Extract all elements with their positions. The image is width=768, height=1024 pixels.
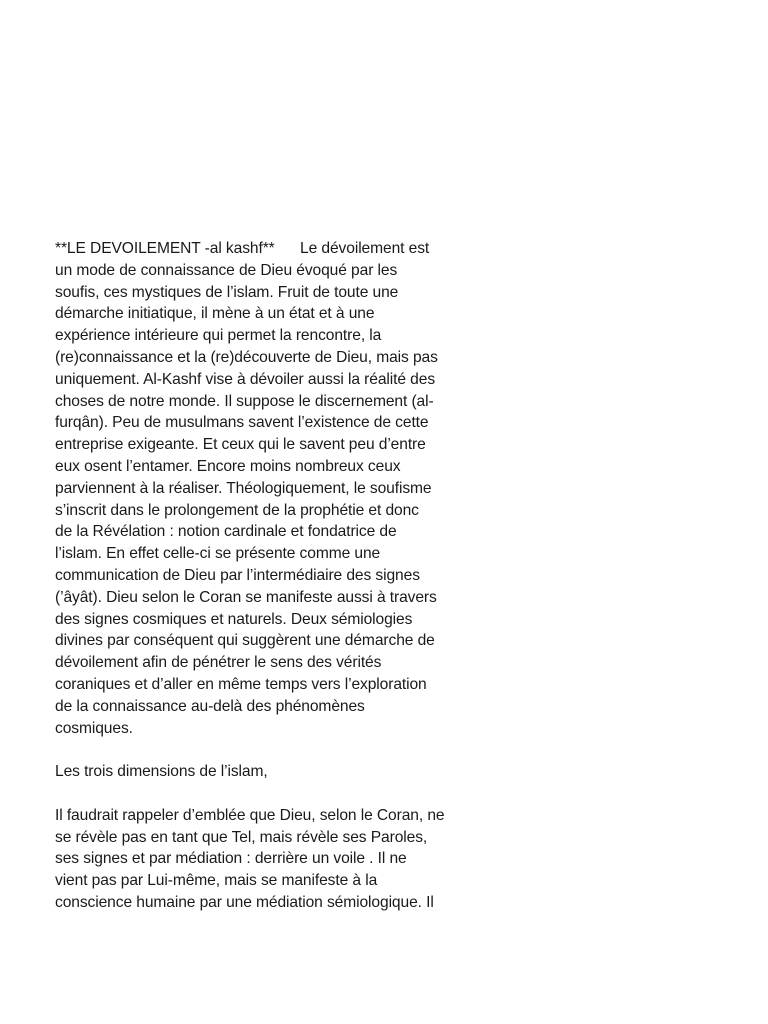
text-line: entreprise exigeante. Et ceux qui le savent peu d’entre — [55, 436, 426, 454]
text-line: (’âyât). Dieu selon le Coran se manifeste aussi à travers — [55, 588, 437, 606]
text-line: de la Révélation : notion cardinale et fondatrice de — [55, 523, 397, 541]
text-line: conscience humaine par une médiation sémiologique. Il — [55, 893, 434, 911]
text-line: Il faudrait rappeler d’emblée que Dieu, selon le Coran, ne — [55, 806, 445, 824]
section-heading: Les trois dimensions de l’islam, — [55, 763, 268, 781]
text-line: coraniques et d’aller en même temps vers l’exploration — [55, 675, 427, 693]
text-line: des signes cosmiques et naturels. Deux sémiologies — [55, 610, 413, 628]
paragraph-spacer — [55, 783, 465, 805]
paragraph-1 — [55, 238, 465, 739]
paragraph-3 — [55, 805, 465, 914]
paragraph-2 — [55, 761, 465, 783]
text-line: soufis, ces mystiques de l’islam. Fruit de toute une — [55, 283, 399, 301]
text-line: cosmiques. — [55, 719, 133, 737]
text-line: s’inscrit dans le prolongement de la prophétie et donc — [55, 501, 419, 519]
text-line: communication de Dieu par l’intermédiaire des signes — [55, 566, 420, 584]
text-line: un mode de connaissance de Dieu évoqué par les — [55, 261, 398, 279]
text-line: démarche initiatique, il mène à un état et à une — [55, 305, 375, 323]
text-line: eux osent l’entamer. Encore moins nombreux ceux — [55, 457, 401, 475]
text-line: vient pas par Lui-même, mais se manifeste à la — [55, 872, 378, 890]
text-line: divines par conséquent qui suggèrent une démarche de — [55, 632, 435, 650]
paragraph-spacer — [55, 739, 465, 761]
text-line: l’islam. En effet celle-ci se présente comme une — [55, 545, 381, 563]
text-line: choses de notre monde. Il suppose le discernement (al- — [55, 392, 434, 410]
text-line: de la connaissance au-delà des phénomènes — [55, 697, 365, 715]
text-line: se révèle pas en tant que Tel, mais révèle ses Paroles, — [55, 828, 428, 846]
text-line: ses signes et par médiation : derrière un voile . Il ne — [55, 850, 407, 868]
text-line: (re)connaissance et la (re)découverte de Dieu, mais pas — [55, 348, 438, 366]
text-line: dévoilement afin de pénétrer le sens des vérités — [55, 654, 382, 672]
document-body — [55, 238, 465, 914]
text-line: uniquement. Al-Kashf vise à dévoiler aussi la réalité des — [55, 370, 436, 388]
text-line: furqân). Peu de musulmans savent l’existence de cette — [55, 414, 429, 432]
text-line: **LE DEVOILEMENT -al kashf** Le dévoilement est — [55, 240, 430, 257]
text-line: expérience intérieure qui permet la rencontre, la — [55, 327, 382, 345]
text-line: parviennent à la réaliser. Théologiquement, le soufisme — [55, 479, 432, 497]
